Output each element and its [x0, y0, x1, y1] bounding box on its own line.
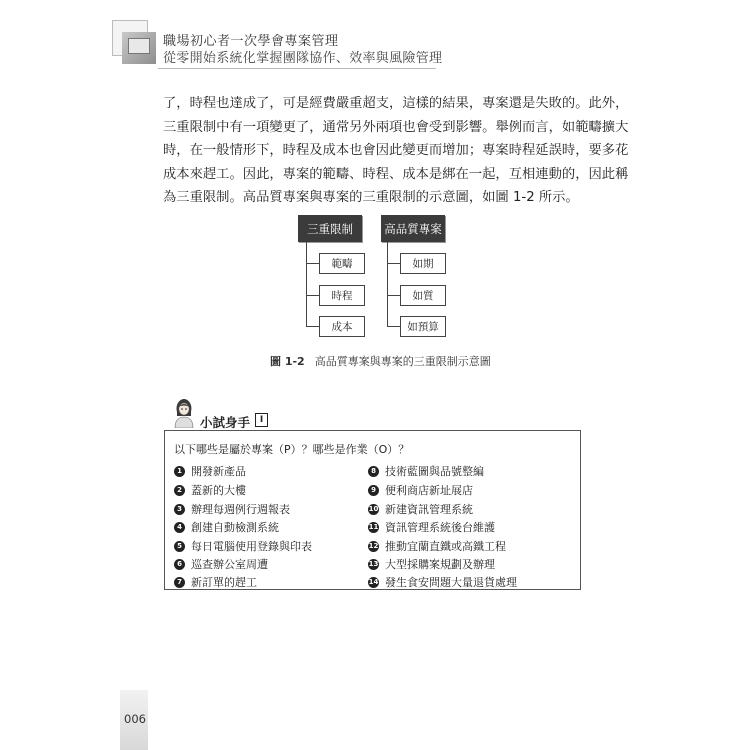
quiz-item [368, 501, 473, 517]
paragraph-line: 為三重限制。高品質專案與專案的三重限制的示意圖，如圖 1-2 所示。 [163, 190, 579, 205]
figure-caption [270, 353, 491, 369]
quiz-item-text: 發生食安問題大量退貨處理 [385, 576, 517, 589]
quiz-item [368, 463, 484, 479]
item-number-icon: 14 [368, 578, 379, 586]
quiz-title: 小試身手 [200, 415, 251, 430]
item-number-icon: 10 [368, 505, 379, 513]
quiz-item-text: 創建自動檢測系統 [191, 521, 279, 534]
item-number-icon: 6 [174, 559, 185, 570]
item-number-icon: 1 [174, 466, 185, 477]
diagram-item-scope: 範疇 [319, 253, 365, 274]
quiz-item-text: 便利商店新址展店 [385, 484, 473, 497]
paragraph-line: 了，時程也達成了，可是經費嚴重超支，這樣的結果，專案還是失敗的。此外， [163, 96, 629, 111]
quiz-item-text: 開發新產品 [191, 465, 246, 478]
quiz-item-text: 大型採購案規劃及辦理 [385, 558, 495, 571]
quiz-item [368, 482, 473, 498]
avatar-icon [172, 398, 196, 428]
header-decoration [112, 20, 158, 66]
figure-number: 圖 1-2 [270, 355, 305, 368]
quiz-item [368, 519, 495, 535]
page-number: 006 [124, 712, 146, 726]
quiz-item-text: 推動宜蘭直鐵或高鐵工程 [385, 540, 506, 553]
diagram-item-cost: 成本 [319, 316, 365, 337]
body-paragraph [163, 92, 629, 210]
item-number-icon: 12 [368, 542, 379, 550]
quiz-item-text: 蓋新的大樓 [191, 484, 246, 497]
item-number-icon: 5 [174, 541, 185, 552]
quiz-item [174, 501, 290, 517]
item-number-icon: 2 [174, 485, 185, 496]
quiz-item-text: 新建資訊管理系統 [385, 503, 473, 516]
item-number-icon: 3 [174, 504, 185, 515]
quiz-item-text: 辦理每週例行週報表 [191, 503, 290, 516]
header-divider [158, 68, 436, 69]
figure-caption-text: 高品質專案與專案的三重限制示意圖 [314, 355, 491, 368]
quiz-number-badge: I [255, 413, 268, 427]
diagram-item-schedule: 時程 [319, 285, 365, 306]
item-number-icon: 8 [368, 466, 379, 477]
item-number-icon: 13 [368, 560, 379, 568]
paragraph-line: 三重限制中有一項變更了，通常另外兩項也會受到影響。舉例而言，如範疇擴大 [163, 119, 629, 135]
book-subtitle: 從零開始系統化掌握團隊協作、效率與風險管理 [163, 51, 443, 66]
diagram-heading-left: 三重限制 [298, 215, 362, 242]
quiz-item [174, 463, 246, 479]
diagram-item-on-time: 如期 [400, 253, 446, 274]
quiz-item [174, 574, 257, 590]
quiz-item [368, 538, 506, 554]
quiz-item [368, 574, 517, 590]
quiz-item [174, 538, 312, 554]
quiz-item [174, 519, 279, 535]
quiz-item-text: 資訊管理系統後台維護 [385, 521, 495, 534]
quiz-item [174, 556, 268, 572]
quiz-item-text: 巡查辦公室周遭 [191, 558, 268, 571]
paragraph-line: 成本來趕工。因此，專案的範疇、時程、成本是綁在一起，互相連動的，因此稱 [163, 166, 629, 182]
quiz-item-text: 每日電腦使用登錄與印表 [191, 540, 312, 553]
paragraph-line: 時，在一般情形下，時程及成本也會因此變更而增加；專案時程延誤時，要多花 [163, 143, 629, 158]
quiz-item [368, 556, 495, 572]
item-number-icon: 9 [368, 485, 379, 496]
diagram-heading-right: 高品質專案 [381, 215, 445, 242]
quiz-item-text: 技術藍圖與品號整編 [385, 465, 484, 478]
item-number-icon: 11 [368, 523, 379, 531]
item-number-icon: 7 [174, 577, 185, 588]
quiz-item-text: 新訂單的趕工 [191, 576, 257, 589]
quiz-question: 以下哪些是屬於專案（P）？哪些是作業（O）？ [174, 443, 410, 456]
quiz-item [174, 482, 246, 498]
diagram-item-on-budget: 如預算 [400, 316, 446, 337]
diagram-item-on-quality: 如質 [400, 285, 446, 306]
triple-constraint-diagram [298, 215, 458, 345]
book-title: 職場初心者一次學會專案管理 [163, 34, 339, 49]
item-number-icon: 4 [174, 522, 185, 533]
